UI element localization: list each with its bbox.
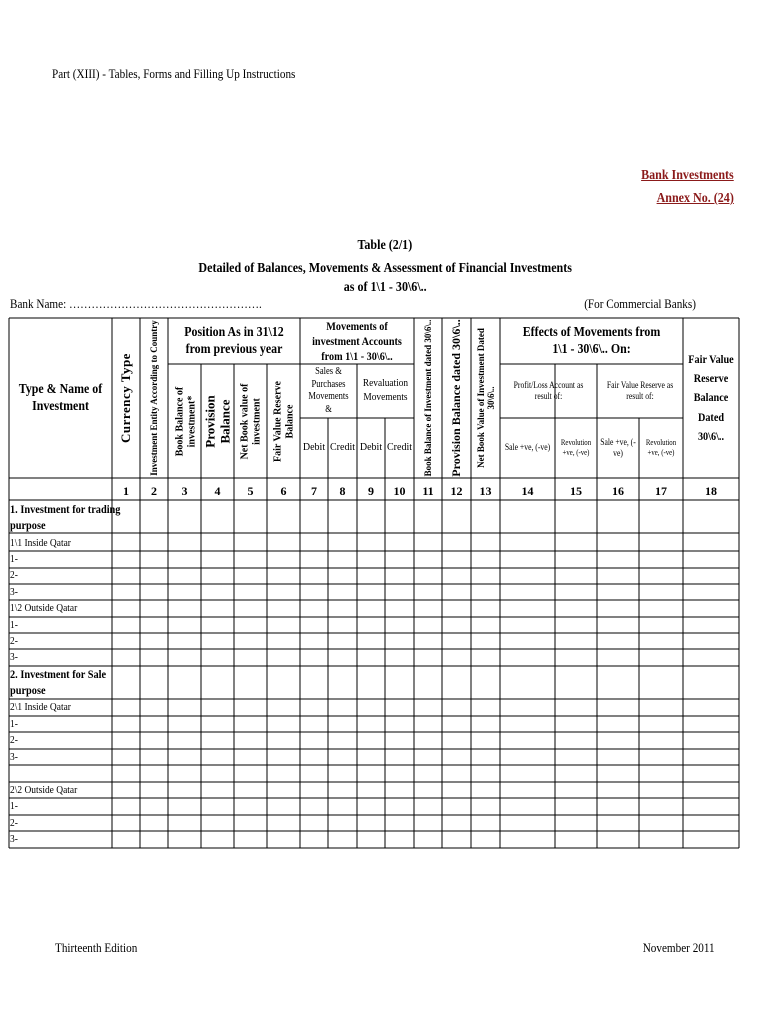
header-fv-reserve-result: Fair Value Reserve as result of:	[606, 379, 674, 401]
column-number: 1	[123, 484, 129, 498]
row-label: 2-	[10, 569, 18, 581]
header-revaluation: Revaluation Movements	[362, 377, 409, 403]
row-label: 1\2 Outside Qatar	[10, 602, 78, 614]
table-subtitle	[0, 261, 770, 277]
footer-edition: Thirteenth Edition	[55, 940, 138, 955]
header-net-book-dated: Net Book Value of Investment Dated 30\6\..	[475, 328, 496, 468]
header-book-balance-dated: Book Balance of Investment dated 30\6\..	[422, 319, 433, 477]
column-number: 16	[612, 484, 624, 498]
header-credit-2: Credit	[387, 441, 412, 453]
row-label: 2-	[10, 635, 18, 647]
column-number: 3	[181, 484, 188, 498]
header-debit-1: Debit	[302, 441, 326, 453]
column-number: 11	[422, 484, 434, 498]
table-title	[0, 238, 770, 254]
row-label: 3-	[10, 751, 18, 763]
header-fair-value-reserve: Fair Value Reserve Balance	[272, 381, 295, 462]
row-label: 1-	[10, 553, 18, 565]
column-number: 14	[521, 484, 534, 498]
row-label: 2. Investment for Sale	[10, 667, 107, 681]
header-net-book: Net Book value of investment	[239, 383, 262, 460]
header-fv-revolution: Revolution +ve, (-ve)	[645, 438, 677, 457]
header-profit-loss: Profit/Loss Account as result of:	[513, 379, 584, 401]
header-fv-reserve-dated: Fair Value Reserve Balance Dated 30\6\..	[688, 352, 734, 443]
header-pl-sale: Sale +ve, (-ve)	[504, 442, 551, 453]
header-effects-group: Effects of Movements from 1\1 - 30\6\.. On:	[522, 324, 661, 357]
row-label: 3-	[10, 586, 18, 598]
annex-title: Bank Investments	[641, 168, 734, 183]
column-number: 4	[214, 484, 221, 498]
table-subtitle-text: Detailed of Balances, Movements & Assessment of Financial Investments	[198, 261, 572, 276]
column-number: 15	[570, 484, 582, 498]
header-currency-type: Currency Type	[117, 353, 133, 443]
row-label: purpose	[10, 518, 46, 532]
column-number: 2	[151, 484, 157, 498]
header-sales-purchases: Sales & Purchases Movements &	[308, 366, 349, 415]
header-credit-1: Credit	[330, 441, 355, 453]
header-book-balance: Book Balance of investment*	[174, 386, 197, 457]
table-title-text: Table (2/1)	[357, 238, 413, 253]
row-label: 2\2 Outside Qatar	[10, 784, 78, 796]
column-number: 17	[655, 484, 667, 498]
header-position-group: Position As in 31\12 from previous year	[184, 324, 284, 357]
column-number: 6	[280, 484, 287, 498]
bank-type-note: (For Commercial Banks)	[584, 296, 696, 311]
header-fv-sale: Sale +ve, (-ve)	[600, 436, 636, 458]
row-label: 2-	[10, 734, 18, 746]
column-number: 10	[393, 484, 406, 498]
header-movements-group: Movements of investment Accounts from 1\1 - 30\6\..	[312, 318, 402, 363]
row-label: 2-	[10, 817, 18, 829]
row-label: 1-	[10, 619, 18, 631]
row-label: 1\1 Inside Qatar	[10, 537, 71, 549]
header-entity-country: Investment Entity According to Country	[148, 320, 159, 476]
row-label: 1-	[10, 718, 18, 730]
header-debit-2: Debit	[359, 441, 383, 453]
row-label: 3-	[10, 651, 18, 663]
page-header: Part (XIII) - Tables, Forms and Filling Up Instructions	[52, 66, 296, 81]
row-label: 1. Investment for trading	[10, 502, 121, 516]
column-number: 8	[339, 484, 346, 498]
header-pl-revolution: Revolution +ve, (-ve)	[560, 438, 592, 457]
column-number: 5	[247, 484, 254, 498]
bank-name-label: Bank Name: …………………………………………….	[10, 296, 262, 311]
row-label: purpose	[10, 683, 46, 697]
table-period-text: as of 1\1 - 30\6\..	[343, 280, 427, 295]
footer-date: November 2011	[643, 940, 715, 955]
header-provision: Provision Balance	[202, 395, 232, 448]
annex-number: Annex No. (24)	[656, 191, 734, 206]
header-type-name: Type & Name of Investment	[18, 381, 103, 414]
row-label: 1-	[10, 800, 18, 812]
column-number: 7	[311, 484, 317, 498]
column-number: 18	[705, 484, 717, 498]
column-number: 12	[450, 484, 463, 498]
column-number: 13	[479, 484, 492, 498]
row-label: 3-	[10, 833, 18, 845]
table-period	[0, 280, 770, 296]
column-number: 9	[368, 484, 374, 498]
header-provision-dated: Provision Balance dated 30\6\..	[449, 319, 464, 477]
row-label: 2\1 Inside Qatar	[10, 701, 71, 713]
